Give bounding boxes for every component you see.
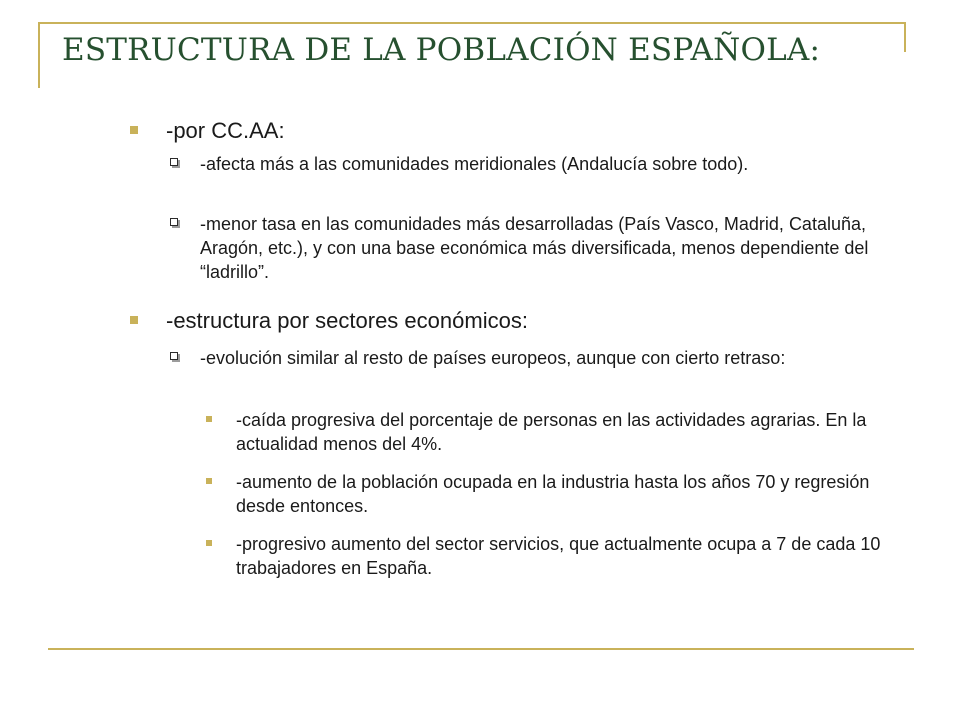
subsubbullet-agrarias (236, 408, 886, 456)
subbullet-desarrolladas (200, 212, 900, 284)
bottom-rule (48, 648, 914, 650)
square-bullet-icon (206, 540, 212, 546)
slide-title: ESTRUCTURA DE LA POBLACIÓN ESPAÑOLA: (62, 32, 821, 68)
subsubbullet-servicios (236, 532, 886, 580)
subsubbullet-industria (236, 470, 886, 518)
square-bullet-icon (130, 316, 138, 324)
subsubbullet-text: -progresivo aumento del sector servicios, que actualmente ocupa a 7 de cada 10 trabajadores en España. (236, 534, 881, 578)
subsubbullet-text: -aumento de la población ocupada en la industria hasta los años 70 y regresión desde entonces. (236, 472, 870, 516)
right-rule (904, 22, 906, 52)
subbullet-text: -menor tasa en las comunidades más desarrolladas (País Vasco, Madrid, Cataluña, Aragón, etc.), y con una base económica más diversificada, menos dependiente del “ladrillo”. (200, 214, 869, 282)
bullet-sectores (166, 308, 866, 334)
bullet-por-ccaa (166, 118, 866, 144)
subbullet-meridionales (200, 152, 860, 176)
left-rule (38, 22, 40, 88)
hollow-square-bullet-icon (170, 352, 178, 360)
top-rule (40, 22, 906, 24)
hollow-square-bullet-icon (170, 158, 178, 166)
subbullet-text: -afecta más a las comunidades meridionales (Andalucía sobre todo). (200, 154, 749, 174)
square-bullet-icon (206, 416, 212, 422)
subbullet-evolucion (200, 346, 900, 370)
subsubbullet-text: -caída progresiva del porcentaje de personas en las actividades agrarias. En la actualidad menos del 4%. (236, 410, 867, 454)
subbullet-text: -evolución similar al resto de países europeos, aunque con cierto retraso: (200, 348, 786, 368)
square-bullet-icon (130, 126, 138, 134)
square-bullet-icon (206, 478, 212, 484)
hollow-square-bullet-icon (170, 218, 178, 226)
bullet-label: -por CC.AA: (166, 118, 285, 143)
bullet-label: -estructura por sectores económicos: (166, 308, 528, 333)
